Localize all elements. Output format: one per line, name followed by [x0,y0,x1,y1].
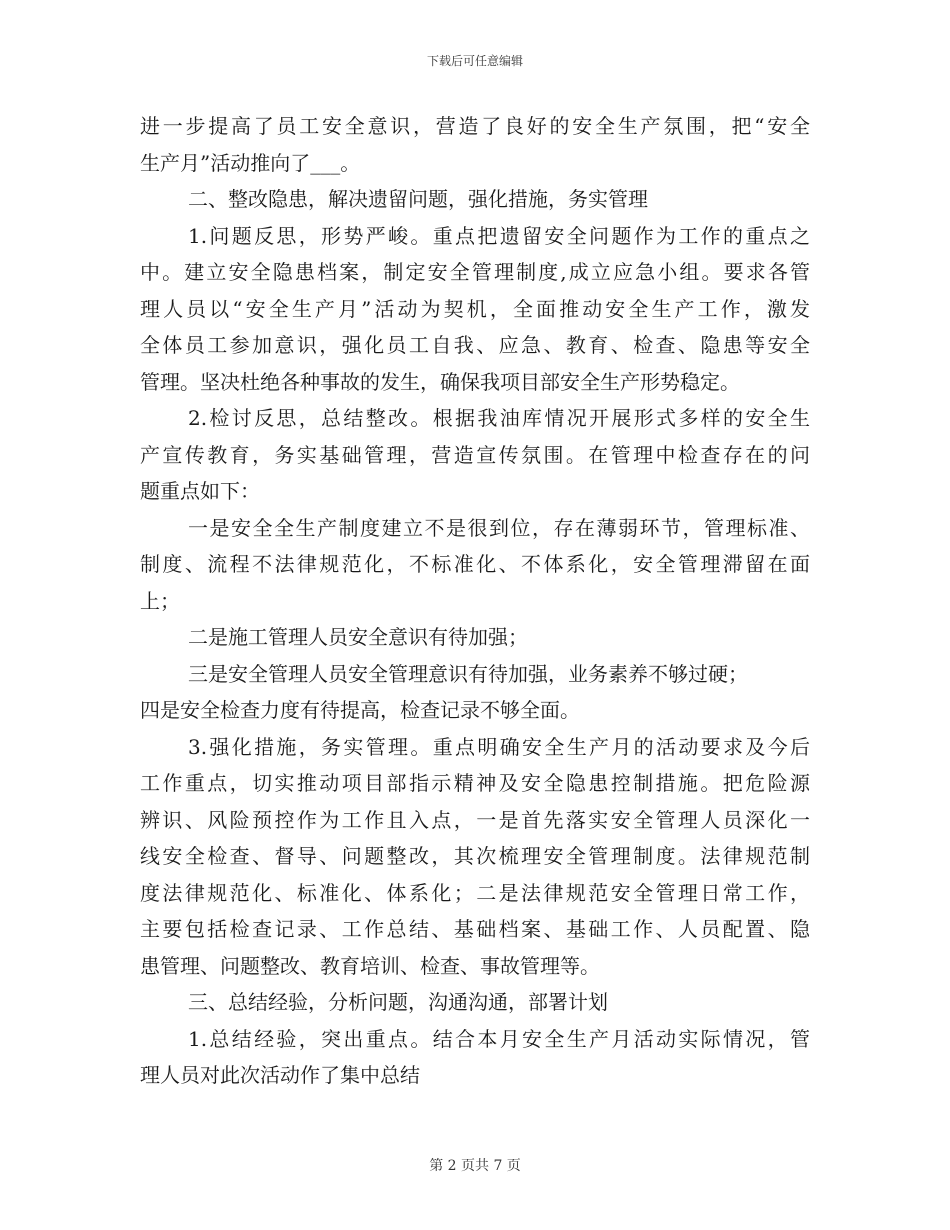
text-line: 2.检讨反思，总结整改。根据我油库情况开展形式多样的安全生 [188,406,810,430]
text-line: 工作重点，切实推动项目部指示精神及安全隐患控制措施。把危险源 [140,771,810,795]
text-line: 中。建立安全隐患档案，制定安全管理制度,成立应急小组。要求各管 [140,260,810,284]
text-line: 1.总结经验，突出重点。结合本月安全生产月活动实际情况，管 [188,1026,810,1051]
text-line: 进一步提高了员工安全意识，营造了良好的安全生产氛围，把“安全 [140,114,810,138]
text-line: 产宣传教育，务实基础管理，营造宣传氛围。在管理中检查存在的问 [140,442,810,467]
text-line: 度法律规范化、标准化、体系化；二是法律规范安全管理日常工作， [140,880,810,905]
text-line: 题重点如下： [140,479,260,503]
text-line: 全体员工参加意识，强化员工自我、应急、教育、检查、隐患等安全 [140,333,810,357]
text-line: 二是施工管理人员安全意识有待加强； [188,625,528,649]
text-line: 辨识、风险预控作为工作且入点，一是首先落实安全管理人员深化一 [140,807,810,832]
text-line: 主要包括检查记录、工作总结、基础档案、基础工作、人员配置、隐 [140,917,810,941]
text-line: 上； [140,588,180,613]
text-line: 制度、流程不法律规范化，不标准化、不体系化，安全管理滞留在面 [140,552,810,576]
text-line: 二、整改隐患，解决遗留问题，强化措施，务实管理 [188,187,648,211]
text-line: 三是安全管理人员安全管理意识有待加强，业务素养不够过硬； [188,661,748,686]
page-header: 下载后可任意编辑 [426,54,523,68]
document-body [140,108,810,1094]
text-line: 理人员对此次活动作了集中总结 [140,1063,420,1087]
text-line: 一是安全全生产制度建立不是很到位，存在薄弱环节，管理标准、 [188,515,810,540]
text-line: 3.强化措施，务实管理。重点明确安全生产月的活动要求及今后 [188,734,810,759]
text-line: 三、总结经验，分析问题，沟通沟通，部署计划 [188,990,608,1014]
text-line: 管理。坚决杜绝各种事故的发生，确保我项目部安全生产形势稳定。 [140,369,740,394]
page-footer: 第 2 页共 7 页 [429,1158,521,1174]
text-line: 四是安全检查力度有待提高，检查记录不够全面。 [140,698,580,722]
text-line: 线安全检查、督导、问题整改，其次梳理安全管理制度。法律规范制 [140,844,810,868]
text-line: 1.问题反思，形势严峻。重点把遗留安全问题作为工作的重点之 [188,223,810,248]
text-line: 生产月”活动推向了___。 [140,150,361,175]
text-line: 患管理、问题整改、教育培训、检查、事故管理等。 [140,953,600,978]
text-line: 理人员以“安全生产月”活动为契机，全面推动安全生产工作，激发 [140,296,810,321]
